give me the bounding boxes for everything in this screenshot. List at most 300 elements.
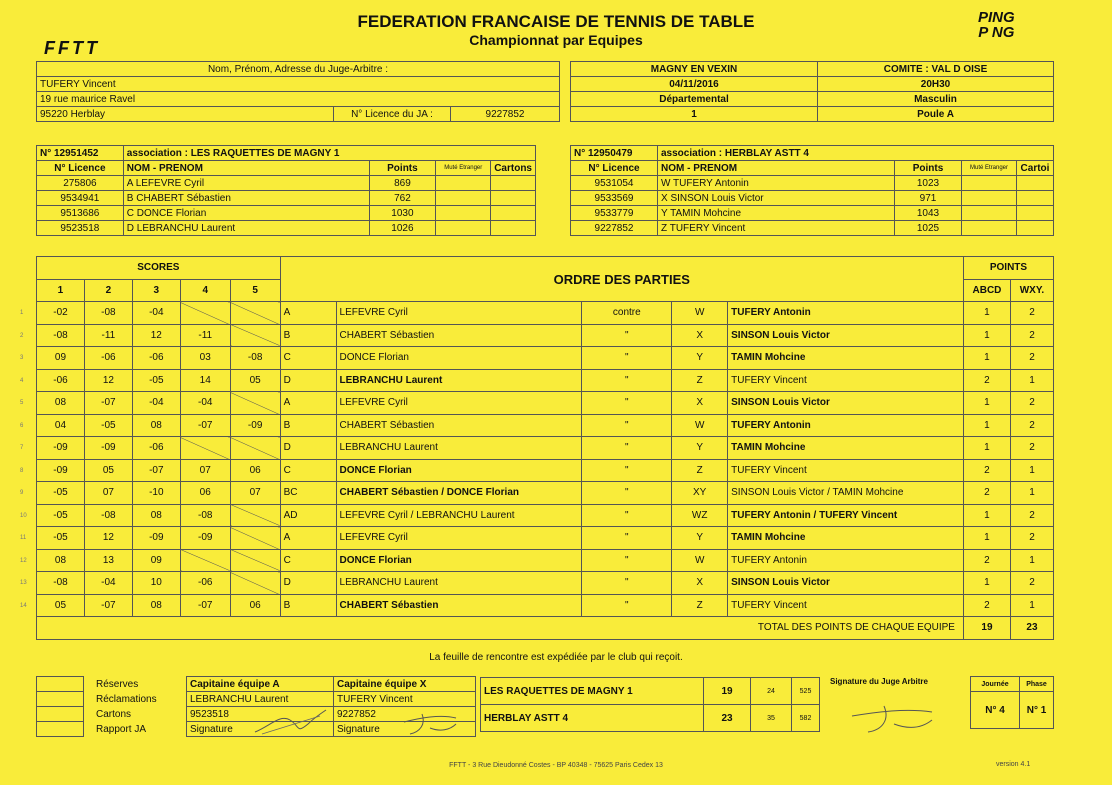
referee-licence: 9227852 [451,107,560,122]
journee-value: N° 4 [971,692,1020,729]
player-a-letter: C [280,549,336,572]
team-x-col-mute: Muté Etranger [962,161,1017,176]
player-a-name: LEFEVRE Cyril [336,302,582,325]
team-x-table [570,145,1054,236]
player-points: 1026 [369,221,436,236]
team-x-col-points: Points [895,161,962,176]
result-team-x: HERBLAY ASTT 4 [481,705,704,732]
set-score: 12 [84,527,132,550]
versus: contre [582,302,672,325]
player-cards [491,191,536,206]
set-score: 08 [37,549,85,572]
player-row [571,221,1054,236]
captain-x-signature-label: Signature [334,722,476,737]
player-row [37,221,536,236]
team-a-col-mute: Muté Etranger [436,161,491,176]
player-cards [1017,191,1054,206]
logo-line-2: P NG [978,24,1015,41]
player-x-name: TUFERY Vincent [728,459,964,482]
points-a: 1 [963,347,1010,370]
row-index: 13 [20,580,27,586]
team-x-number: N° 12950479 [571,146,658,161]
player-name: Y TAMIN Mohcine [658,206,895,221]
points-a: 2 [963,459,1010,482]
player-a-letter: C [280,347,336,370]
versus: " [582,504,672,527]
set-score: -07 [180,594,230,617]
row-index: 8 [20,467,24,474]
fftt-address: FFTT - 3 Rue Dieudonné Costes - BP 40348 - 75625 Paris Cedex 13 [449,762,663,769]
set-score: 06 [230,594,280,617]
points-x: 2 [1010,437,1053,460]
set-score: -11 [180,324,230,347]
team-a-col-licence: N° Licence [37,161,124,176]
game-row [37,324,1054,347]
player-a-letter: A [280,527,336,550]
set-score [230,392,280,415]
team-a-col-name: NOM - PRENOM [123,161,369,176]
player-x-letter: W [672,549,728,572]
points-a: 1 [963,324,1010,347]
player-a-name: DONCE Florian [336,347,582,370]
set-score: 12 [132,324,180,347]
player-licence: 9227852 [571,221,658,236]
referee-city: 95220 Herblay [37,107,334,122]
points-a: 1 [963,504,1010,527]
player-mute [436,191,491,206]
versus: " [582,347,672,370]
set-score [230,527,280,550]
set-score: -06 [37,369,85,392]
player-cards [491,221,536,236]
committee: COMITE : VAL D OISE [818,62,1054,77]
referee-street: 19 rue maurice Ravel [37,92,560,107]
player-x-letter: X [672,392,728,415]
set-score: -06 [180,572,230,595]
row-index: 10 [20,512,27,519]
set-score [230,572,280,595]
points-a: 1 [963,527,1010,550]
player-a-letter: A [280,302,336,325]
points-x: 2 [1010,572,1053,595]
player-row [571,191,1054,206]
player-a-name: DONCE Florian [336,459,582,482]
player-points: 1025 [895,221,962,236]
versus: " [582,572,672,595]
player-x-letter: X [672,572,728,595]
captain-x-heading: Capitaine équipe X [334,677,476,692]
player-a-name: LEBRANCHU Laurent [336,369,582,392]
footer-note: La feuille de rencontre est expédiée par le club qui reçoit. [429,652,683,663]
player-name: B CHABERT Sébastien [123,191,369,206]
row-index: 12 [20,557,27,564]
set-score: -08 [84,504,132,527]
versus: " [582,482,672,505]
points-x: 2 [1010,414,1053,437]
team-a-col-cards: Cartons [491,161,536,176]
captain-x-licence: 9227852 [334,707,476,722]
set-score: -09 [230,414,280,437]
row-index: 4 [20,377,24,384]
player-row [571,176,1054,191]
scores-heading: SCORES [37,257,281,280]
set-score: -02 [37,302,85,325]
set-score: -09 [37,437,85,460]
set-header: 1 [37,279,85,302]
player-a-name: CHABERT Sébastien / DONCE Florian [336,482,582,505]
set-score: 08 [37,392,85,415]
player-name: Z TUFERY Vincent [658,221,895,236]
fftt-logo: FFTT [44,38,100,58]
player-name: D LEBRANCHU Laurent [123,221,369,236]
player-licence: 9533779 [571,206,658,221]
checkbox [37,677,84,692]
result-x-v2: 582 [792,705,820,732]
page-title: FEDERATION FRANCAISE DE TENNIS DE TABLE [357,12,755,31]
player-a-letter: D [280,437,336,460]
player-a-name: DONCE Florian [336,549,582,572]
points-x: 1 [1010,549,1053,572]
checkbox [37,722,84,737]
player-a-letter: B [280,414,336,437]
captain-a-licence: 9523518 [187,707,334,722]
player-cards [1017,176,1054,191]
set-header: 4 [180,279,230,302]
ja-signature-label: Signature du Juge Arbitre [830,677,928,686]
versus: " [582,369,672,392]
player-x-name: SINSON Louis Victor [728,572,964,595]
ja-signature [846,700,936,736]
player-licence: 275806 [37,176,124,191]
referee-licence-label: N° Licence du JA : [334,107,451,122]
result-a-v1: 24 [751,678,792,705]
set-score: 12 [84,369,132,392]
total-x: 23 [1010,617,1053,640]
player-x-letter: Y [672,527,728,550]
player-cards [1017,206,1054,221]
game-row [37,369,1054,392]
player-points: 1023 [895,176,962,191]
player-licence: 9513686 [37,206,124,221]
points-a: 1 [963,302,1010,325]
set-score: 07 [230,482,280,505]
player-points: 971 [895,191,962,206]
set-header: 3 [132,279,180,302]
points-x: 1 [1010,459,1053,482]
set-header: 5 [230,279,280,302]
player-x-letter: X [672,324,728,347]
result-box [480,677,820,732]
player-cards [1017,221,1054,236]
journee-phase-box [970,676,1054,729]
player-mute [436,176,491,191]
referee-box [36,61,560,122]
player-x-name: SINSON Louis Victor / TAMIN Mohcine [728,482,964,505]
match-info [570,61,1054,122]
set-score: 10 [132,572,180,595]
checklist-row [37,707,190,722]
versus: " [582,549,672,572]
result-x-v1: 35 [751,705,792,732]
game-row [37,504,1054,527]
team-x-col-name: NOM - PRENOM [658,161,895,176]
set-score: 07 [180,459,230,482]
set-score: -09 [37,459,85,482]
venue: MAGNY EN VEXIN [571,62,818,77]
result-a-v2: 525 [792,678,820,705]
game-row [37,347,1054,370]
logo-line-1: PING [978,9,1015,26]
ping-pong-logo [978,10,1015,40]
checklist-label: Réserves [96,678,139,690]
col-abcd: ABCD [963,279,1010,302]
page-subtitle: Championnat par Equipes [469,32,643,48]
game-row [37,572,1054,595]
player-x-name: SINSON Louis Victor [728,392,964,415]
captain-a-heading: Capitaine équipe A [187,677,334,692]
player-x-letter: Y [672,437,728,460]
player-a-letter: BC [280,482,336,505]
set-score: -06 [132,437,180,460]
set-score: 08 [132,504,180,527]
set-score: 14 [180,369,230,392]
set-score: 03 [180,347,230,370]
team-a-association: association : LES RAQUETTES DE MAGNY 1 [123,146,535,161]
points-a: 2 [963,549,1010,572]
player-mute [962,221,1017,236]
set-score: -10 [132,482,180,505]
player-licence: 9533569 [571,191,658,206]
row-index: 7 [20,445,24,451]
order-heading: ORDRE DES PARTIES [280,257,963,302]
set-score [180,302,230,325]
set-score: 05 [37,594,85,617]
set-score: 05 [230,369,280,392]
player-points: 1043 [895,206,962,221]
points-a: 2 [963,369,1010,392]
row-index: 2 [20,332,24,339]
set-score: 13 [84,549,132,572]
set-score: 05 [84,459,132,482]
version-label: version 4.1 [996,761,1031,768]
player-a-name: LEFEVRE Cyril / LEBRANCHU Laurent [336,504,582,527]
player-name: A LEFEVRE Cyril [123,176,369,191]
set-score: -05 [37,527,85,550]
row-index: 1 [20,310,24,316]
captain-x-signature [400,710,460,738]
set-score: -09 [132,527,180,550]
set-score: 07 [84,482,132,505]
row-index: 6 [20,422,24,429]
category: Masculin [818,92,1054,107]
player-a-letter: C [280,459,336,482]
games-table [36,256,1054,640]
total-label: TOTAL DES POINTS DE CHAQUE EQUIPE [37,617,964,640]
captain-a-signature-label: Signature [187,722,334,737]
player-x-name: SINSON Louis Victor [728,324,964,347]
player-x-letter: Z [672,369,728,392]
player-a-letter: D [280,369,336,392]
player-x-name: TUFERY Antonin [728,302,964,325]
referee-heading: Nom, Prénom, Adresse du Juge-Arbitre : [37,62,560,77]
player-x-letter: Z [672,594,728,617]
col-wxyz: WXY. [1010,279,1053,302]
row-index: 11 [20,535,27,541]
set-score [230,437,280,460]
player-mute [962,191,1017,206]
checklist-row [37,692,190,707]
set-score: -08 [84,302,132,325]
set-score [230,324,280,347]
set-score: -05 [84,414,132,437]
points-x: 2 [1010,392,1053,415]
player-x-name: TUFERY Vincent [728,594,964,617]
player-a-letter: AD [280,504,336,527]
team-a-number: N° 12951452 [37,146,124,161]
player-a-letter: A [280,392,336,415]
match-time: 20H30 [818,77,1054,92]
set-score: -07 [180,414,230,437]
player-x-name: TUFERY Antonin [728,549,964,572]
player-x-name: TUFERY Antonin [728,414,964,437]
player-x-letter: Z [672,459,728,482]
row-index: 5 [20,400,24,406]
player-x-letter: Y [672,347,728,370]
player-a-name: LEFEVRE Cyril [336,527,582,550]
set-score: 08 [132,594,180,617]
versus: " [582,459,672,482]
set-score [230,504,280,527]
journee-label: Journée [971,677,1020,692]
team-a-table [36,145,536,236]
player-a-name: LEBRANCHU Laurent [336,572,582,595]
player-a-letter: B [280,324,336,347]
team-a-col-points: Points [369,161,436,176]
result-points-a: 19 [704,678,751,705]
points-a: 2 [963,594,1010,617]
player-mute [436,221,491,236]
result-points-x: 23 [704,705,751,732]
set-score: 09 [132,549,180,572]
game-row [37,302,1054,325]
set-score: -04 [132,392,180,415]
phase-value: N° 1 [1020,692,1054,729]
player-row [37,176,536,191]
player-x-name: TAMIN Mohcine [728,437,964,460]
player-row [571,206,1054,221]
player-x-letter: WZ [672,504,728,527]
player-points: 762 [369,191,436,206]
points-x: 2 [1010,324,1053,347]
set-score: -08 [230,347,280,370]
player-name: X SINSON Louis Victor [658,191,895,206]
game-row [37,527,1054,550]
set-score: -05 [132,369,180,392]
set-score: -05 [37,482,85,505]
game-row [37,414,1054,437]
row-index: 9 [20,490,24,496]
player-x-letter: XY [672,482,728,505]
versus: " [582,527,672,550]
player-a-name: LEBRANCHU Laurent [336,437,582,460]
points-a: 1 [963,392,1010,415]
game-row [37,459,1054,482]
player-licence: 9534941 [37,191,124,206]
set-header: 2 [84,279,132,302]
team-x-col-cards: Cartoi [1017,161,1054,176]
player-name: C DONCE Florian [123,206,369,221]
player-x-name: TUFERY Vincent [728,369,964,392]
versus: " [582,594,672,617]
set-score: -08 [37,324,85,347]
game-row [37,594,1054,617]
player-a-letter: D [280,572,336,595]
team-x-association: association : HERBLAY ASTT 4 [658,146,1054,161]
result-team-a: LES RAQUETTES DE MAGNY 1 [481,678,704,705]
player-licence: 9523518 [37,221,124,236]
points-a: 1 [963,572,1010,595]
checklist-label: Rapport JA [96,723,147,735]
set-score: -07 [84,594,132,617]
player-x-name: TAMIN Mohcine [728,527,964,550]
captain-x-name: TUFERY Vincent [334,692,476,707]
player-mute [962,176,1017,191]
set-score: -06 [132,347,180,370]
player-x-name: TAMIN Mohcine [728,347,964,370]
versus: " [582,324,672,347]
player-mute [962,206,1017,221]
set-score: -04 [180,392,230,415]
versus: " [582,392,672,415]
match-date: 04/11/2016 [571,77,818,92]
total-a: 19 [963,617,1010,640]
set-score: 06 [230,459,280,482]
set-score: -07 [84,392,132,415]
captain-a-signature [250,706,330,738]
set-score: -08 [180,504,230,527]
versus: " [582,414,672,437]
player-a-letter: B [280,594,336,617]
points-a: 1 [963,414,1010,437]
checklist-row [37,722,190,737]
points-x: 2 [1010,347,1053,370]
set-score: -06 [84,347,132,370]
player-a-name: CHABERT Sébastien [336,324,582,347]
points-a: 2 [963,482,1010,505]
team-x-col-licence: N° Licence [571,161,658,176]
player-row [37,191,536,206]
set-score: 06 [180,482,230,505]
set-score: -05 [37,504,85,527]
checklist [36,676,190,737]
points-x: 2 [1010,527,1053,550]
phase-label: Phase [1020,677,1054,692]
set-score [230,302,280,325]
player-points: 1030 [369,206,436,221]
player-points: 869 [369,176,436,191]
set-score [230,549,280,572]
checkbox [37,692,84,707]
player-a-name: LEFEVRE Cyril [336,392,582,415]
set-score: -07 [132,459,180,482]
checklist-label: Cartons [96,708,132,720]
referee-name: TUFERY Vincent [37,77,560,92]
division: Départemental [571,92,818,107]
points-x: 1 [1010,369,1053,392]
player-cards [491,176,536,191]
game-row [37,549,1054,572]
points-x: 2 [1010,504,1053,527]
